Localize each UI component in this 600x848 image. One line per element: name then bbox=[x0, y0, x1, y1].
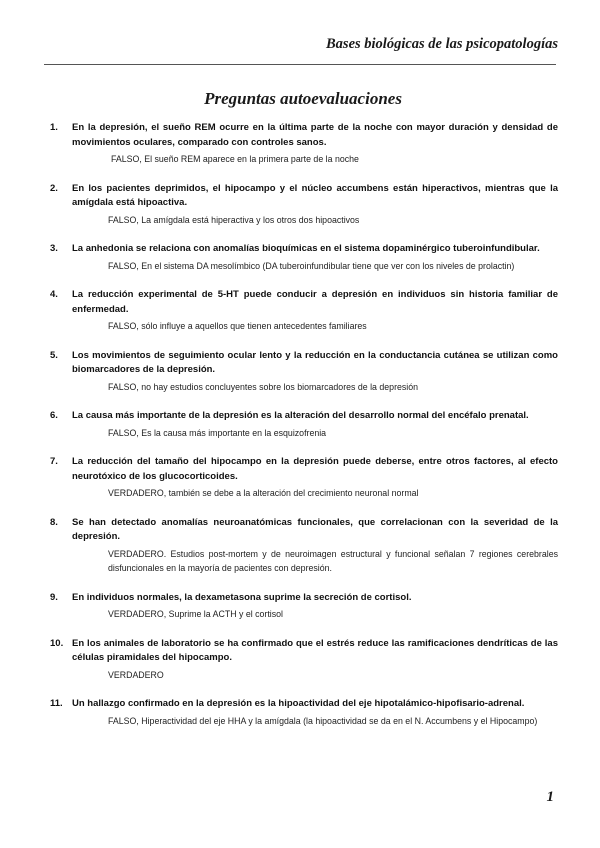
question-text: Los movimientos de seguimiento ocular lento y la reducción en la conductancia cutánea se utilizan como biomarcadores de la depresión. bbox=[72, 349, 558, 375]
question-number: 11. bbox=[50, 698, 63, 709]
answer-text: FALSO, La amígdala está hiperactiva y los otros dos hipoactivos bbox=[108, 214, 360, 225]
question-number: 5. bbox=[50, 349, 58, 361]
question-item bbox=[50, 242, 558, 273]
question-number: 4. bbox=[50, 289, 58, 300]
question-number: 10. bbox=[50, 637, 64, 649]
answer-text: VERDADERO, Suprime la ACTH y el cortisol bbox=[108, 609, 284, 619]
question-number: 3. bbox=[50, 243, 58, 254]
answer-text: VERDADERO. Estudios post-mortem y de neuroimagen estructural y funcional señalan 7 regiones cerebrales disfuncionales en la mayoría de pacientes con depresión. bbox=[108, 548, 558, 573]
question-number: 1. bbox=[50, 122, 58, 133]
question-item bbox=[50, 516, 558, 576]
question-item bbox=[50, 121, 558, 167]
question-text: Un hallazgo confirmado en la depresión es la hipoactividad del eje hipotalámico-hipofisario-adrenal. bbox=[72, 698, 525, 709]
question-text: La causa más importante de la depresión es la alteración del desarrollo normal del encéfalo prenatal. bbox=[72, 410, 529, 421]
question-text: La anhedonia se relaciona con anomalías bioquímicas en el sistema dopaminérgico tuberoinfundibular. bbox=[72, 243, 540, 254]
question-item bbox=[50, 591, 558, 622]
question-item bbox=[50, 637, 558, 683]
question-item bbox=[50, 455, 558, 501]
question-number: 7. bbox=[50, 456, 58, 467]
header-divider bbox=[44, 64, 556, 65]
question-number: 9. bbox=[50, 591, 58, 603]
question-number: 2. bbox=[50, 182, 58, 194]
question-list bbox=[50, 121, 558, 743]
section-title: Preguntas autoevaluaciones bbox=[204, 89, 402, 108]
page-number: 1 bbox=[546, 789, 554, 805]
question-text: En individuos normales, la dexametasona suprime la secreción de cortisol. bbox=[72, 591, 412, 603]
answer-text: FALSO, En el sistema DA mesolímbico (DA tuberoinfundibular tiene que ver con los niveles de prolactin) bbox=[108, 260, 515, 271]
answer-text: FALSO, sólo influye a aquellos que tienen antecedentes familiares bbox=[108, 321, 367, 331]
question-item bbox=[50, 182, 558, 228]
question-text: Se han detectado anomalías neuroanatómicas funcionales, que correlacionan con la severidad de la depresión. bbox=[72, 516, 558, 542]
answer-text: FALSO, Es la causa más importante en la esquizofrenia bbox=[108, 427, 327, 438]
answer-text: VERDADERO bbox=[108, 669, 164, 680]
question-text: La reducción del tamaño del hipocampo en la depresión puede deberse, entre otros factores, al efecto neurotóxico de los glucocorticoides. bbox=[72, 456, 558, 482]
running-header-title: Bases biológicas de las psicopatologías bbox=[326, 36, 558, 52]
answer-text: FALSO, no hay estudios concluyentes sobre los biomarcadores de la depresión bbox=[108, 381, 419, 392]
question-text: La reducción experimental de 5-HT puede conducir a depresión en individuos sin historia familiar de enfermedad. bbox=[72, 289, 558, 315]
answer-text: FALSO, El sueño REM aparece en la primera parte de la noche bbox=[111, 154, 359, 164]
question-text: En los animales de laboratorio se ha confirmado que el estrés reduce las ramificaciones dendríticas de las células piramidales del hipocampo. bbox=[72, 637, 558, 663]
question-text: En la depresión, el sueño REM ocurre en la última parte de la noche con mayor duración y densidad de movimientos oculares, comparado con controles sanos. bbox=[72, 122, 558, 148]
question-item bbox=[50, 697, 558, 728]
question-text: En los pacientes deprimidos, el hipocampo y el núcleo accumbens están hiperactivos, mientras que la amígdala está hipoactiva. bbox=[72, 182, 558, 208]
question-item bbox=[50, 349, 558, 395]
question-item bbox=[50, 409, 558, 440]
question-item bbox=[50, 288, 558, 334]
question-number: 8. bbox=[50, 516, 58, 528]
question-number: 6. bbox=[50, 410, 58, 421]
answer-text: FALSO, Hiperactividad del eje HHA y la amígdala (la hipoactividad se da en el N. Accumbens y el Hipocampo) bbox=[108, 715, 538, 726]
answer-text: VERDADERO, también se debe a la alteración del crecimiento neuronal normal bbox=[108, 488, 419, 498]
